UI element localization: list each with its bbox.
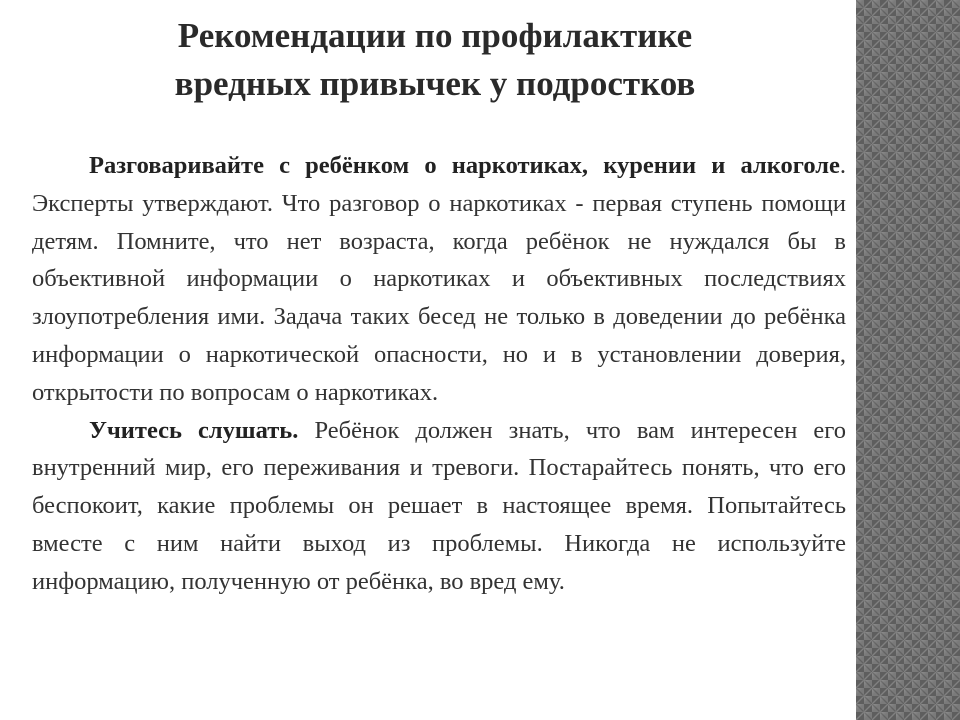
- paragraph-text: . Эксперты утверждают. Что разговор о наркотиках - первая ступень помощи детям. Помните, что нет возраста, когда ребёнок не нуждался бы в объективной информации о наркотиках и объективных последствиях злоупотребления ими. Задача таких бесед не только в доведении до ребёнка информации о наркотической опасности, но и в установлении доверия, открытости по вопросам о наркотиках.: [32, 152, 846, 406]
- slide-title: Рекомендации по профилактике вредных привычек у подростков: [174, 16, 696, 103]
- paragraph-learn-to-listen: [32, 412, 846, 601]
- decorative-side-pattern: [856, 0, 960, 720]
- paragraph-text: Ребёнок должен знать, что вам интересен его внутренний мир, его переживания и тревоги. Постарайтесь понять, что его беспокоит, какие проблемы он решает в настоящее время. Попытайтесь вместе с ним найти выход из проблемы. Никогда не используйте информацию, полученную от ребёнка, во вред ему.: [32, 416, 846, 595]
- slide-body-text: [32, 147, 846, 601]
- paragraph-talk-about-drugs: [32, 147, 846, 412]
- paragraph-lead: Учитесь слушать.: [89, 416, 299, 444]
- paragraph-lead: Разговаривайте с ребёнком о наркотиках, курении и алкоголе: [89, 152, 840, 179]
